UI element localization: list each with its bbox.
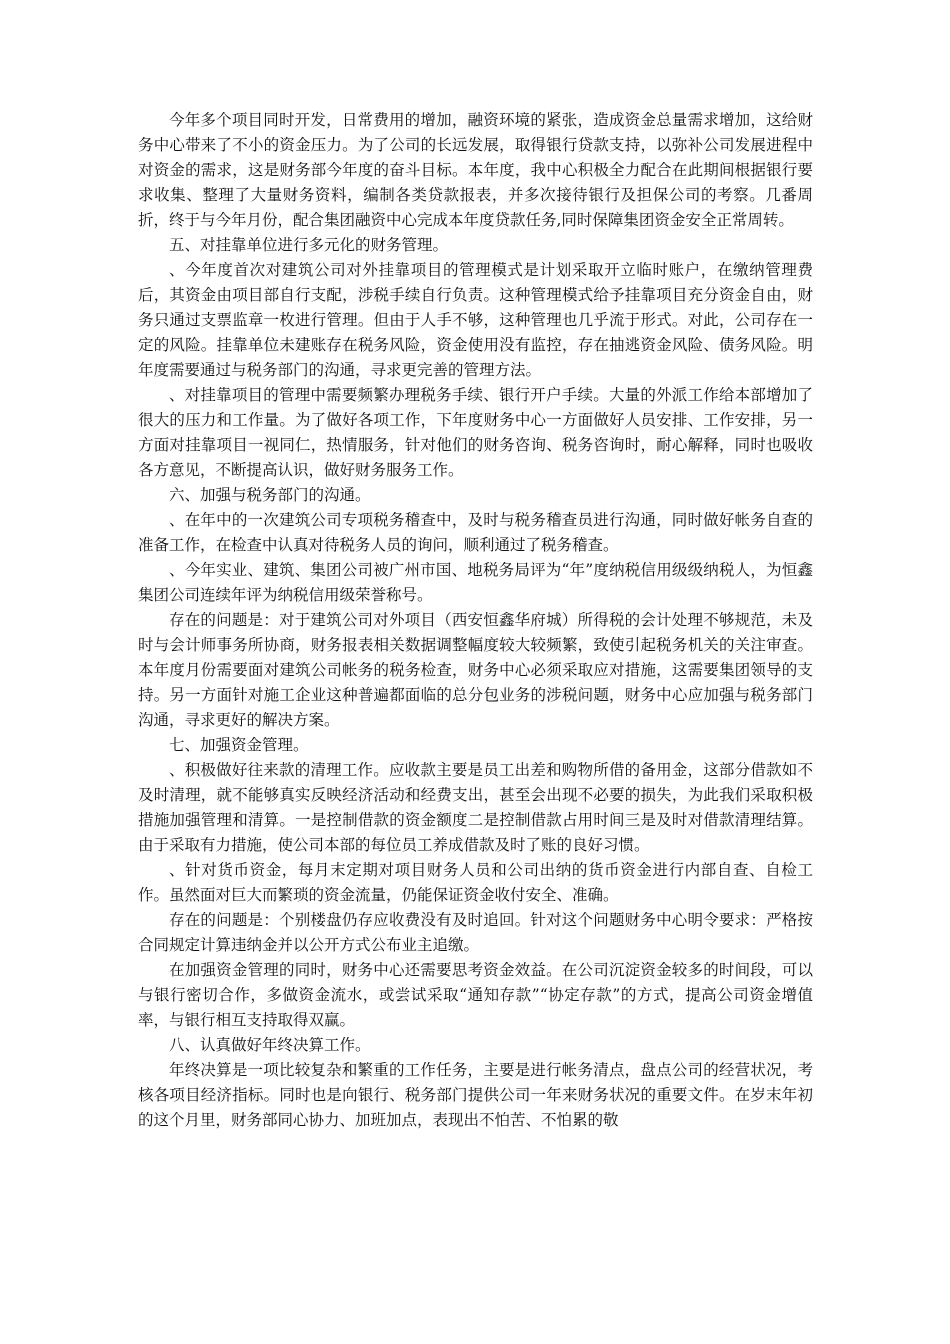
document-body	[138, 108, 813, 1133]
paragraph-tax-issues: 存在的问题是：对于建筑公司对外项目（西安恒鑫华府城）所得税的会计处理不够规范，未及时与会计师事务所协商，财务报表相关数据调整幅度较大较频繁，致使引起税务机关的关注审查。本年度月份需要面对建筑公司帐务的税务检查，财务中心必须采取应对措施，这需要集团领导的支持。另一方面针对施工企业这种普遍都面临的总分包业务的涉税问题，财务中心应加强与税务部门沟通，寻求更好的解决方案。	[138, 611, 813, 729]
paragraph-affiliated-management-mode: 、今年度首次对建筑公司对外挂靠项目的管理模式是计划采取开立临时账户，在缴纳管理费后，其资金由项目部自行支配，涉税手续自行负责。这种管理模式给予挂靠项目充分资金自由，财务只通过支票监章一枚进行管理。但由于人手不够，这种管理也几乎流于形式。对此，公司存在一定的风险。挂靠单位未建账存在税务风险，资金使用没有监控，存在抽逃资金风险、债务风险。明年度需要通过与税务部门的沟通，寻求更完善的管理方法。	[138, 261, 813, 379]
paragraph-affiliated-tax-procedures: 、对挂靠项目的管理中需要频繁办理税务手续、银行开户手续。大量的外派工作给本部增加了很大的压力和工作量。为了做好各项工作，下年度财务中心一方面做好人员安排、工作安排，另一方面对挂靠项目一视同仁，热情服务，针对他们的财务咨询、税务咨询时，耐心解释，同时也吸收各方意见，不断提高认识，做好财务服务工作。	[138, 386, 813, 479]
paragraph-receivables-cleanup: 、积极做好往来款的清理工作。应收款主要是员工出差和购物所借的备用金，这部分借款如不及时清理，就不能够真实反映经济活动和经费支出，甚至会出现不必要的损失，为此我们采取积极措施加强管理和清算。一是控制借款的资金额度二是控制借款占用时间三是及时对借款清理结算。由于采取有力措施，使公司本部的每位员工养成借款及时了账的良好习惯。	[138, 761, 813, 854]
paragraph-financing: 今年多个项目同时开发，日常费用的增加，融资环境的紧张，造成资金总量需求增加，这给财务中心带来了不小的资金压力。为了公司的长远发展，取得银行贷款支持，以弥补公司发展进程中对资金的需求，这是财务部今年度的奋斗目标。本年度，我中心积极全力配合在此期间根据银行要求收集、整理了大量财务资料，编制各类贷款报表，并多次接待银行及担保公司的考察。几番周折，终于与今年月份，配合集团融资中心完成本年度贷款任务,同时保障集团资金安全正常周转。	[138, 111, 813, 229]
paragraph-cash-audit: 、针对货币资金，每月末定期对项目财务人员和公司出纳的货币资金进行内部自查、自检工作。虽然面对巨大而繁琐的资金流量，仍能保证资金收付安全、准确。	[138, 861, 813, 904]
section-heading-6: 六、加强与税务部门的沟通。	[169, 486, 371, 504]
section-heading-7: 七、加强资金管理。	[169, 736, 309, 754]
paragraph-tax-audit: 、在年中的一次建筑公司专项税务稽查中，及时与税务稽查员进行沟通，同时做好帐务自查的准备工作，在检查中认真对待税务人员的询问，顺利通过了税务稽查。	[138, 511, 813, 554]
paragraph-fund-efficiency: 在加强资金管理的同时，财务中心还需要思考资金效益。在公司沉淀资金较多的时间段，可以与银行密切合作，多做资金流水，或尝试采取“通知存款”“协定存款”的方式，提高公司资金增值率，与银行相互支持取得双赢。	[138, 961, 813, 1029]
section-heading-5: 五、对挂靠单位进行多元化的财务管理。	[169, 236, 449, 254]
paragraph-tax-credit-rating: 、今年实业、建筑、集团公司被广州市国、地税务局评为“年”度纳税信用级级纳税人，为恒鑫集团公司连续年评为纳税信用级荣誉称号。	[138, 561, 813, 604]
section-heading-8: 八、认真做好年终决算工作。	[169, 1036, 371, 1054]
paragraph-receivables-issues: 存在的问题是：个别楼盘仍存应收费没有及时追回。针对这个问题财务中心明令要求：严格按合同规定计算违纳金并以公开方式公布业主追缴。	[138, 911, 813, 954]
paragraph-year-end-closing: 年终决算是一项比较复杂和繁重的工作任务，主要是进行帐务清点，盘点公司的经营状况，考核各项目经济指标。同时也是向银行、税务部门提供公司一年来财务状况的重要文件。在岁末年初的这个月里，财务部同心协力、加班加点，表现出不怕苦、不怕累的敬	[138, 1061, 813, 1129]
